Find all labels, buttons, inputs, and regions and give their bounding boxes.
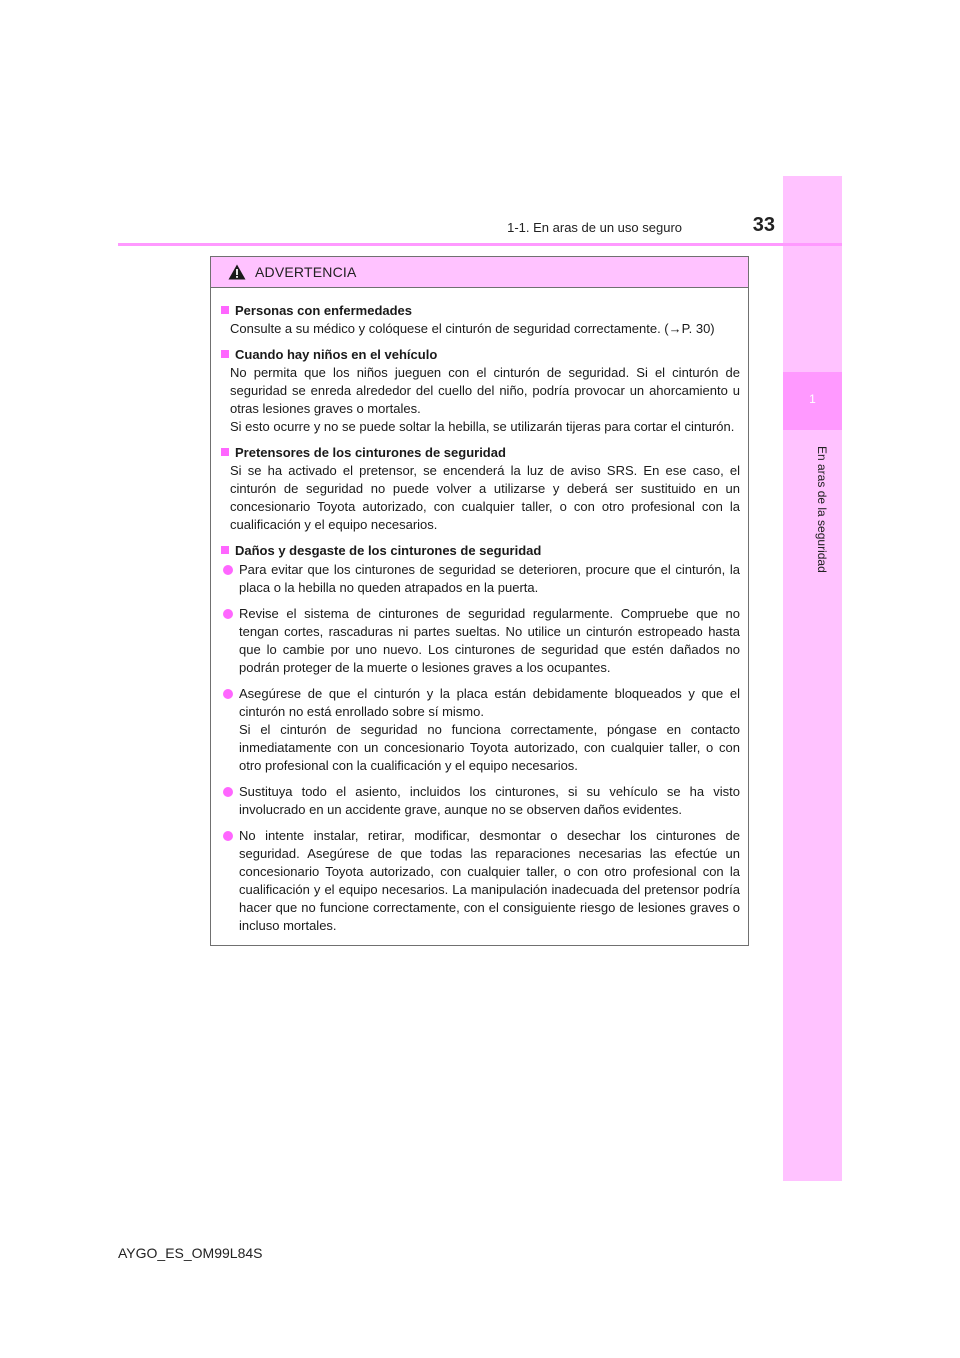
page-number: 33 — [752, 214, 775, 236]
square-bullet-icon — [221, 350, 229, 358]
warning-title: ADVERTENCIA — [255, 264, 357, 280]
warning-body — [211, 288, 748, 935]
list-item: Revise el sistema de cinturones de seguridad regularmente. Compruebe que no tengan cortes, rascaduras ni partes sueltas. No utilice un cinturón estropeado hasta que lo cambie por uno nuevo. Los cinturones de seguridad que estén dañados no podrán proteger de la muerte o lesiones graves a los ocupantes. — [221, 605, 740, 677]
round-bullet-icon — [223, 609, 233, 619]
section-illness — [221, 302, 740, 338]
chapter-side-tab — [783, 176, 842, 1181]
square-bullet-icon — [221, 306, 229, 314]
section-heading: 1-1. En aras de un uso seguro — [507, 220, 682, 235]
square-bullet-icon — [221, 448, 229, 456]
round-bullet-icon — [223, 565, 233, 575]
header-rule — [118, 243, 842, 246]
square-bullet-icon — [221, 546, 229, 554]
round-bullet-icon — [223, 831, 233, 841]
section-title: Pretensores de los cinturones de seguridad — [235, 445, 506, 460]
list-item: No intente instalar, retirar, modificar, desmontar o desechar los cinturones de seguridad. Asegúrese de que todas las reparaciones necesarias las efectúe un concesionario Toyota autorizado, con cualquier taller, o con otro profesional con la cualificación y el equipo necesarios. La manipulación inadecuada del pretensor podría hacer que no funcione correctamente, con el consiguiente riesgo de lesiones graves o incluso mortales. — [221, 827, 740, 935]
section-damage-wear — [221, 542, 740, 935]
list-item: Para evitar que los cinturones de seguridad se deterioren, procure que el cinturón, la placa o la hebilla no queden atrapados en la puerta. — [221, 561, 740, 597]
round-bullet-icon — [223, 689, 233, 699]
section-text: Si esto ocurre y no se puede soltar la hebilla, se utilizarán tijeras para cortar el cinturón. — [230, 419, 735, 434]
section-text: No permita que los niños jueguen con el cinturón de seguridad. Si el cinturón de seguridad se enreda alrededor del cuello del niño, podría provocar un ahorcamiento u otras lesiones graves o mortales. — [230, 365, 740, 416]
document-code: AYGO_ES_OM99L84S — [118, 1245, 263, 1261]
section-title: Daños y desgaste de los cinturones de seguridad — [235, 543, 542, 558]
warning-triangle-icon — [228, 264, 246, 280]
list-item: Asegúrese de que el cinturón y la placa están debidamente bloqueados y que el cinturón no está enrollado sobre sí mismo. Si el cinturón de seguridad no funciona correctamente, póngase en contacto inmediatamente con un concesionario Toyota autorizado, con cualquier taller, o con otro profesional con la cualificación y el equipo necesarios. — [221, 685, 740, 775]
section-title: Personas con enfermedades — [235, 303, 413, 318]
section-children — [221, 346, 740, 436]
list-item: Sustituya todo el asiento, incluidos los cinturones, si su vehículo se ha visto involucrado en un accidente grave, aunque no se observen daños evidentes. — [221, 783, 740, 819]
section-text: Consulte a su médico y colóquese el cinturón de seguridad correctamente. (→P. 30) — [230, 321, 715, 336]
round-bullet-icon — [223, 787, 233, 797]
section-text: Si se ha activado el pretensor, se encenderá la luz de aviso SRS. En ese caso, el cinturón de seguridad no puede volver a utilizarse y deberá ser sustituido en un concesionario Toyota autorizado, con cualquier taller, o con otro profesional con la cualificación y el equipo necesarios. — [230, 463, 740, 532]
section-title: Cuando hay niños en el vehículo — [235, 347, 438, 362]
warning-box — [210, 256, 749, 946]
section-pretensioners — [221, 444, 740, 534]
chapter-title: En aras de la seguridad — [815, 446, 829, 573]
warning-header — [211, 257, 748, 288]
chapter-number: 1 — [809, 392, 816, 406]
